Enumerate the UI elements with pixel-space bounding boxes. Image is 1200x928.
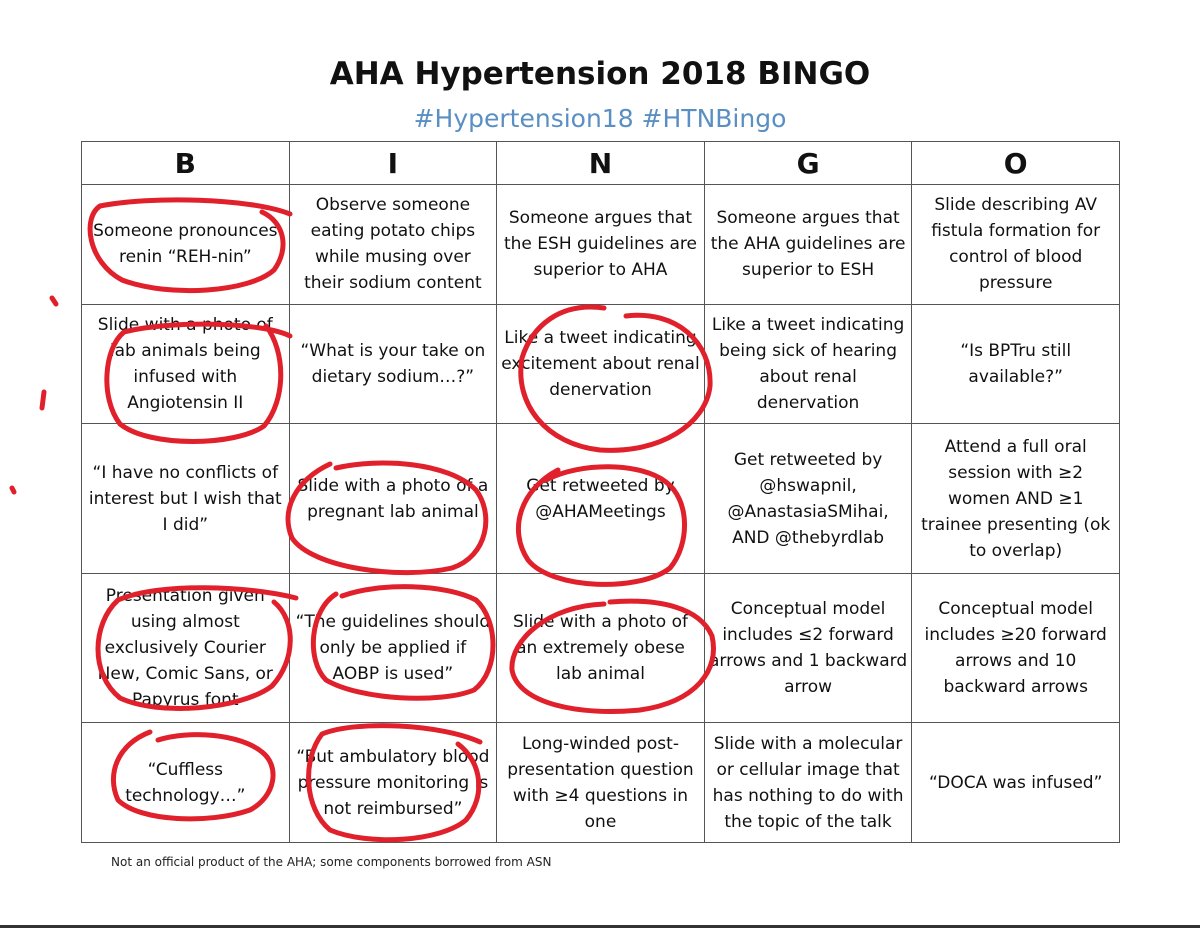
bingo-square: Like a tweet indicating excitement about renal denervation — [497, 304, 705, 424]
bingo-square: Someone pronounces renin “REH-nin” — [82, 185, 290, 305]
stray-pen-mark — [52, 298, 56, 304]
bingo-square: Long-winded post-presentation question with ≥4 questions in one — [497, 723, 705, 843]
bingo-square: Attend a full oral session with ≥2 women AND ≥1 trainee presenting (ok to overlap) — [912, 424, 1120, 573]
bingo-square: Slide describing AV fistula formation for control of blood pressure — [912, 185, 1120, 305]
bingo-square: Get retweeted by @AHAMeetings — [497, 424, 705, 573]
bingo-row — [82, 185, 1120, 305]
bingo-row — [82, 424, 1120, 573]
bingo-square: Someone argues that the AHA guidelines are superior to ESH — [704, 185, 912, 305]
bingo-square: “What is your take on dietary sodium…?” — [289, 304, 497, 424]
footnote: Not an official product of the AHA; some components borrowed from ASN — [111, 855, 552, 869]
column-header-row — [82, 142, 1120, 185]
bingo-square: “The guidelines should only be applied if AOBP is used” — [289, 573, 497, 722]
bingo-card — [81, 141, 1120, 843]
page-title: AHA Hypertension 2018 BINGO — [329, 56, 871, 92]
bingo-square: “DOCA was infused” — [912, 723, 1120, 843]
bingo-square: Get retweeted by @hswapnil, @AnastasiaSMihai, AND @thebyrdlab — [704, 424, 912, 573]
bingo-square: “But ambulatory blood pressure monitoring is not reimbursed” — [289, 723, 497, 843]
column-header-n: N — [497, 142, 705, 185]
bingo-square: Slide with a photo of lab animals being infused with Angiotensin II — [82, 304, 290, 424]
bingo-square: Conceptual model includes ≥20 forward arrows and 10 backward arrows — [912, 573, 1120, 722]
bingo-row — [82, 573, 1120, 722]
bingo-square: Like a tweet indicating being sick of hearing about renal denervation — [704, 304, 912, 424]
bingo-square: “Is BPTru still available?” — [912, 304, 1120, 424]
bingo-square: Presentation given using almost exclusively Courier New, Comic Sans, or Papyrus font — [82, 573, 290, 722]
bingo-square: Someone argues that the ESH guidelines are superior to AHA — [497, 185, 705, 305]
bingo-square: Slide with a molecular or cellular image that has nothing to do with the topic of the talk — [704, 723, 912, 843]
stray-pen-mark — [42, 392, 44, 408]
column-header-g: G — [704, 142, 912, 185]
hashtag-subtitle: #Hypertension18 #HTNBingo — [413, 104, 787, 133]
bingo-square: Observe someone eating potato chips while musing over their sodium content — [289, 185, 497, 305]
bingo-square: Slide with a photo of an extremely obese lab animal — [497, 573, 705, 722]
bingo-row — [82, 723, 1120, 843]
bingo-row — [82, 304, 1120, 424]
bingo-square: Slide with a photo of a pregnant lab animal — [289, 424, 497, 573]
bingo-square: “Cuffless technology…” — [82, 723, 290, 843]
bingo-square: Conceptual model includes ≤2 forward arrows and 1 backward arrow — [704, 573, 912, 722]
column-header-b: B — [82, 142, 290, 185]
column-header-o: O — [912, 142, 1120, 185]
bingo-square: “I have no conflicts of interest but I wish that I did” — [82, 424, 290, 573]
column-header-i: I — [289, 142, 497, 185]
stray-pen-mark — [12, 488, 14, 492]
